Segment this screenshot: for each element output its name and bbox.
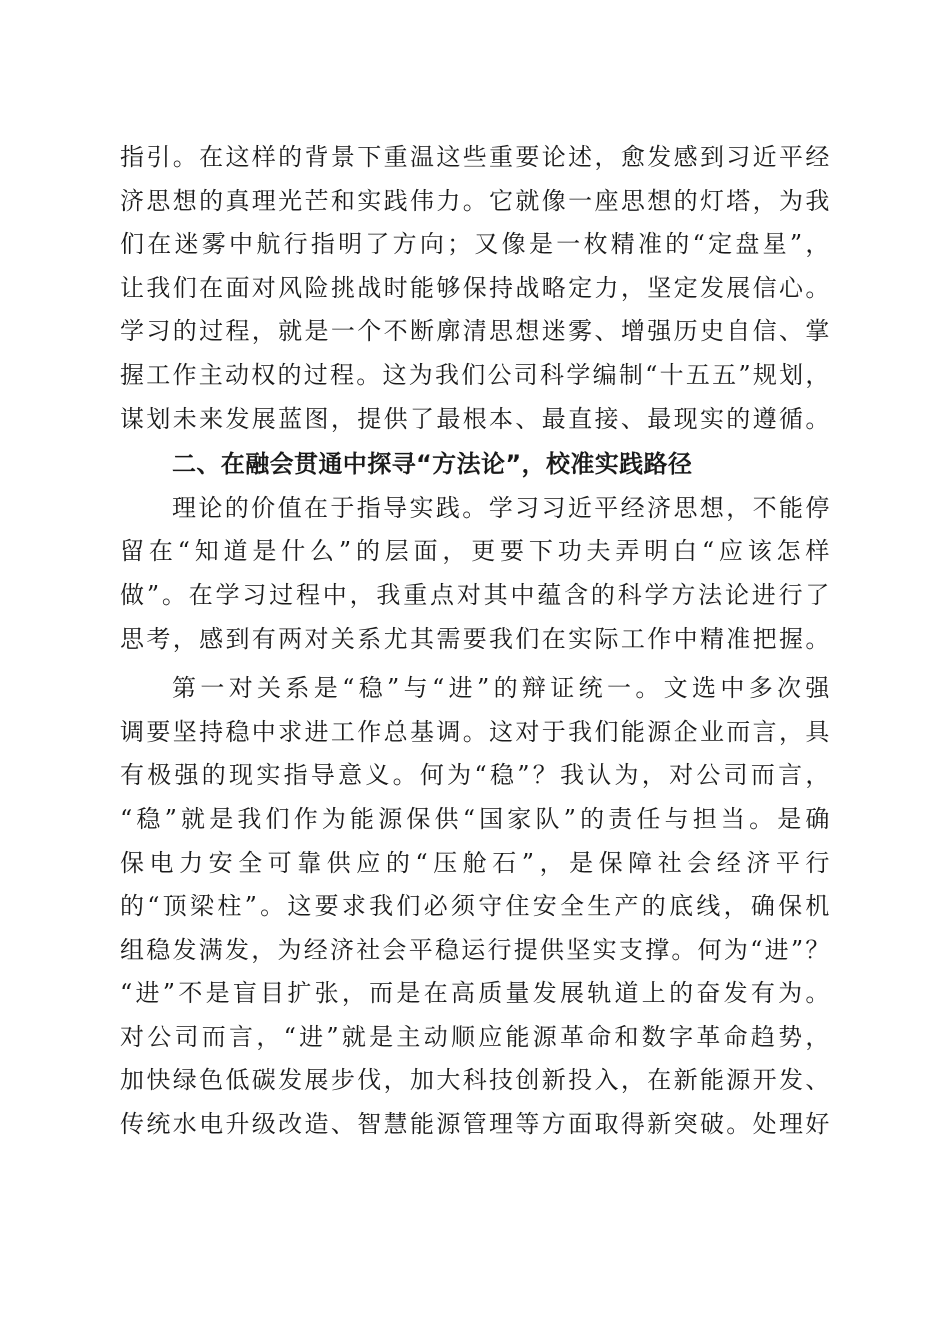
text-line: 握工作主动权的过程。这为我们公司科学编制“十五五”规划， <box>120 360 830 389</box>
paragraph-2 <box>120 487 830 661</box>
text-line: 对公司而言，“进”就是主动顺应能源革命和数字革命趋势， <box>120 1022 830 1051</box>
text-line: 的“顶梁柱”。这要求我们必须守住安全生产的底线，确保机 <box>120 892 830 921</box>
text-line: 指引。在这样的背景下重温这些重要论述，愈发感到习近平经 <box>120 143 830 171</box>
text-line: 有极强的现实指导意义。何为“稳”？我认为，对公司而言， <box>120 761 830 790</box>
text-line: 学习的过程，就是一个不断廓清思想迷雾、增强历史自信、掌 <box>120 317 830 346</box>
text-line: 理论的价值在于指导实践。学习习近平经济思想，不能停 <box>172 493 830 522</box>
text-line: 思考，感到有两对关系尤其需要我们在实际工作中精准把握。 <box>120 624 830 653</box>
text-line: 传统水电升级改造、智慧能源管理等方面取得新突破。处理好 <box>120 1110 830 1139</box>
paragraph-3 <box>120 667 830 1147</box>
text-line: 留在“知道是什么”的层面，更要下功夫弄明白“应该怎样 <box>120 537 830 566</box>
text-line: “稳”就是我们作为能源保供“国家队”的责任与担当。是确 <box>120 804 830 833</box>
text-line: 第一对关系是“稳”与“进”的辩证统一。文选中多次强 <box>172 674 830 703</box>
text-line: “进”不是盲目扩张，而是在高质量发展轨道上的奋发有为。 <box>120 979 830 1008</box>
text-line: 组稳发满发，为经济社会平稳运行提供坚实支撑。何为“进”？ <box>120 935 830 964</box>
text-line: 加快绿色低碳发展步伐，加大科技创新投入，在新能源开发、 <box>120 1066 830 1095</box>
text-line: 调要坚持稳中求进工作总基调。这对于我们能源企业而言，具 <box>120 717 830 746</box>
text-line: 保电力安全可靠供应的“压舱石”，是保障社会经济平行 <box>120 848 830 877</box>
text-line: 济思想的真理光芒和实践伟力。它就像一座思想的灯塔，为我 <box>120 186 830 215</box>
text-line: 让我们在面对风险挑战时能够保持战略定力，坚定发展信心。 <box>120 273 830 302</box>
text-line: 谋划未来发展蓝图，提供了最根本、最直接、最现实的遵循。 <box>120 404 830 433</box>
section-heading-2: 二、在融会贯通中探寻“方法论”，校准实践路径 <box>172 450 693 479</box>
text-line: 做”。在学习过程中，我重点对其中蕴含的科学方法论进行了 <box>120 580 830 609</box>
paragraph-1 <box>120 136 830 441</box>
text-line: 们在迷雾中航行指明了方向；又像是一枚精准的“定盘星”， <box>120 230 830 259</box>
document-page <box>120 136 830 1147</box>
